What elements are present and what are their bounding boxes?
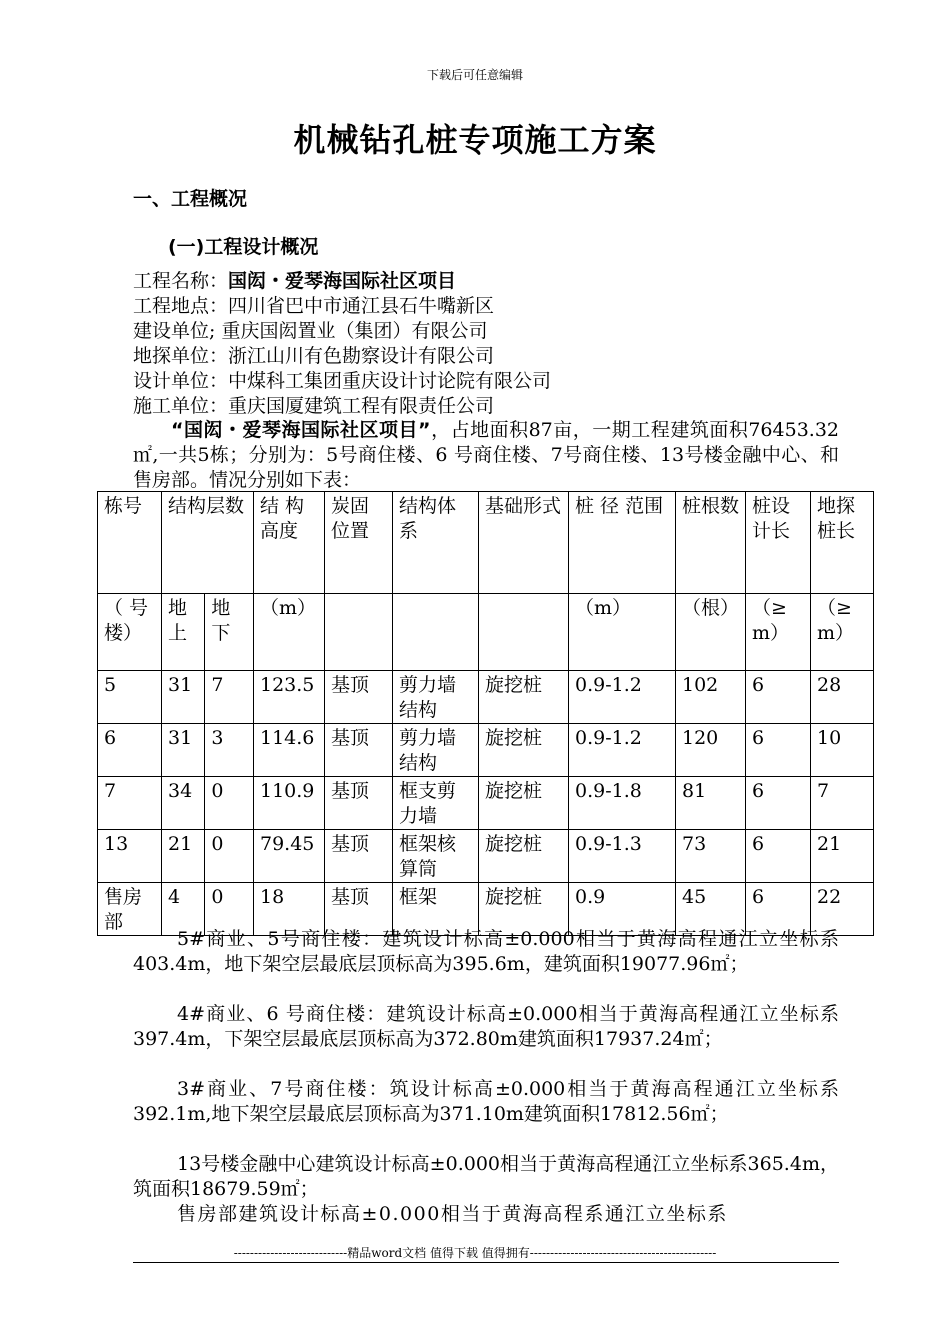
table-cell: 剪力墙结构	[393, 671, 479, 724]
table-cell: 售房部	[98, 883, 162, 936]
table-cell: 0	[205, 883, 254, 936]
table-row	[98, 724, 874, 777]
info-line-contractor	[133, 394, 494, 419]
info-label: 设计单位：	[133, 370, 229, 392]
header-note: 下载后可任意编辑	[426, 68, 523, 82]
table-cell: 旋挖桩	[479, 830, 569, 883]
table-cell: 基顶	[325, 671, 393, 724]
table-cell: 123.5	[254, 671, 325, 724]
info-line-client	[133, 319, 487, 344]
table-cell: 0.9	[569, 883, 676, 936]
table-cell: 0	[205, 830, 254, 883]
table-header-cell: 结 构 高度	[254, 492, 325, 594]
table-cell: 基顶	[325, 724, 393, 777]
paragraph-building-5: 5#商业、5号商住楼：建筑设计标高±0.000相当于黄海高程通江立坐标系403.4m，地下架空层最底层顶标高为395.6m，建筑面积19077.96㎡；	[133, 928, 839, 975]
footer-divider	[133, 1262, 839, 1263]
info-label: 施工单位：	[133, 395, 229, 417]
table-cell: 旋挖桩	[479, 671, 569, 724]
table-cell: 基顶	[325, 777, 393, 830]
intro-paragraph	[133, 418, 839, 493]
table-cell: 81	[676, 777, 746, 830]
table-cell: 102	[676, 671, 746, 724]
info-line-design	[133, 369, 551, 394]
table-header-cell: 结构体系	[393, 492, 479, 594]
table-cell: 45	[676, 883, 746, 936]
table-cell: 3	[205, 724, 254, 777]
table-cell: 基顶	[325, 830, 393, 883]
table-cell: 114.6	[254, 724, 325, 777]
table-subheader-cell: （m）	[254, 594, 325, 671]
table-cell: 79.45	[254, 830, 325, 883]
table-subheader-cell: （根）	[676, 594, 746, 671]
table-cell: 旋挖桩	[479, 883, 569, 936]
table-header-cell: 结构层数	[162, 492, 254, 594]
table-cell: 0	[205, 777, 254, 830]
intro-text: ，占地面积87亩，一期工程建筑面积76453.32㎡,一共5栋；分别为：5号商住楼、6 号商住楼、7号商住楼、13号楼金融中心、和售房部。情况分别如下表：	[133, 419, 839, 491]
info-label: 地探单位：	[133, 345, 229, 367]
table-header-cell: 栋号	[98, 492, 162, 594]
table-cell: 6	[746, 777, 811, 830]
table-cell: 22	[811, 883, 874, 936]
info-value: 浙江山川有色勘察设计有限公司	[228, 345, 495, 367]
table-cell: 框支剪力墙	[393, 777, 479, 830]
table-row	[98, 671, 874, 724]
table-cell: 18	[254, 883, 325, 936]
table-row	[98, 830, 874, 883]
table-cell: 73	[676, 830, 746, 883]
table-subheader-row	[98, 594, 874, 671]
table-header-cell: 地探桩长	[811, 492, 874, 594]
table-cell: 21	[162, 830, 205, 883]
section-heading-1: 一、工程概况	[133, 188, 248, 210]
table-cell: 0.9-1.2	[569, 671, 676, 724]
table-cell: 5	[98, 671, 162, 724]
table-subheader-cell: 地上	[162, 594, 205, 671]
table-cell: 框架核算筒	[393, 830, 479, 883]
table-header-cell: 桩根数	[676, 492, 746, 594]
table-cell: 6	[98, 724, 162, 777]
section-heading-1-1: (一)工程设计概况	[168, 236, 319, 258]
footer-note: ----------------------------精品word文档 值得下载 值得拥有----------------------------------------------	[233, 1246, 717, 1260]
table-cell: 6	[746, 671, 811, 724]
table-header-row	[98, 492, 874, 594]
table-subheader-cell: （≥ m）	[746, 594, 811, 671]
table-cell: 13	[98, 830, 162, 883]
paragraph-building-6: 4#商业、6 号商住楼：建筑设计标高±0.000相当于黄海高程通江立坐标系397.4m，下架空层最底层顶标高为372.80m建筑面积17937.24㎡；	[133, 1003, 839, 1050]
table-header-cell: 炭固位置	[325, 492, 393, 594]
table-cell: 0.9-1.2	[569, 724, 676, 777]
info-label: 工程名称：	[133, 270, 229, 292]
table-cell: 旋挖桩	[479, 724, 569, 777]
table-cell: 7	[98, 777, 162, 830]
info-line-project-name	[133, 269, 456, 294]
table-subheader-cell: （m）	[569, 594, 676, 671]
paragraph-building-7: 3#商业、7号商住楼：筑设计标高±0.000相当于黄海高程通江立坐标系392.1m,地下架空层最底层顶标高为371.10m建筑面积17812.56㎡；	[133, 1078, 839, 1125]
table-subheader-cell: （ 号楼）	[98, 594, 162, 671]
info-label: 工程地点：	[133, 295, 229, 317]
info-value: 重庆国闳置业（集团）有限公司	[221, 320, 488, 342]
table-row	[98, 777, 874, 830]
table-cell: 6	[746, 883, 811, 936]
table-cell: 0.9-1.3	[569, 830, 676, 883]
paragraph-building-13: 13号楼金融中心建筑设计标高±0.000相当于黄海高程通江立坐标系365.4m，筑面积18679.59㎡；	[133, 1153, 839, 1200]
table-cell: 31	[162, 724, 205, 777]
info-line-location	[133, 294, 494, 319]
table-cell: 框架	[393, 883, 479, 936]
table-cell: 基顶	[325, 883, 393, 936]
paragraph-sales-office: 售房部建筑设计标高±0.000相当于黄海高程系通江立坐标系	[177, 1203, 728, 1225]
info-value: 中煤科工集团重庆设计讨论院有限公司	[228, 370, 552, 392]
intro-project-name: “国闳・爱琴海国际社区项目”	[171, 419, 431, 441]
table-cell: 0.9-1.8	[569, 777, 676, 830]
table-header-cell: 基础形式	[479, 492, 569, 594]
building-table	[97, 491, 874, 936]
table-cell: 10	[811, 724, 874, 777]
info-label: 建设单位;	[133, 320, 222, 342]
info-value: 国闳・爱琴海国际社区项目	[228, 270, 457, 292]
table-cell: 旋挖桩	[479, 777, 569, 830]
table-subheader-cell: 地下	[205, 594, 254, 671]
table-cell: 4	[162, 883, 205, 936]
table-cell: 110.9	[254, 777, 325, 830]
table-subheader-cell	[393, 594, 479, 671]
table-cell: 120	[676, 724, 746, 777]
table-cell: 6	[746, 830, 811, 883]
table-cell: 7	[205, 671, 254, 724]
table-header-cell: 桩 径 范围	[569, 492, 676, 594]
info-value: 四川省巴中市通江县石牛嘴新区	[228, 295, 495, 317]
table-cell: 剪力墙结构	[393, 724, 479, 777]
table-subheader-cell: （≥ m）	[811, 594, 874, 671]
table-cell: 21	[811, 830, 874, 883]
table-cell: 6	[746, 724, 811, 777]
table-subheader-cell	[325, 594, 393, 671]
table-cell: 7	[811, 777, 874, 830]
table-subheader-cell	[479, 594, 569, 671]
info-line-survey	[133, 344, 494, 369]
table-cell: 28	[811, 671, 874, 724]
table-cell: 34	[162, 777, 205, 830]
document-title: 机械钻孔桩专项施工方案	[293, 121, 657, 159]
table-cell: 31	[162, 671, 205, 724]
info-value: 重庆国厦建筑工程有限责任公司	[228, 395, 495, 417]
table-header-cell: 桩设计长	[746, 492, 811, 594]
